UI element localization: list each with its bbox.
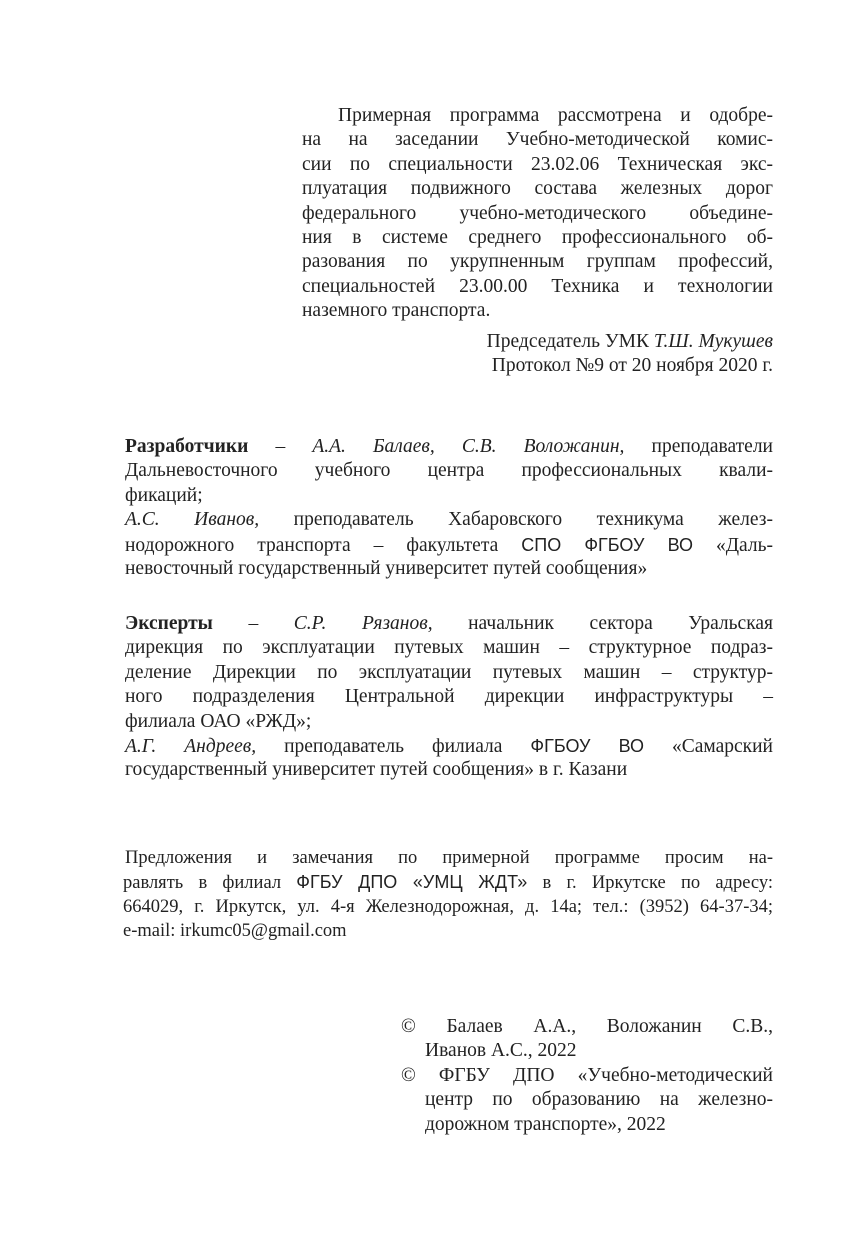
text-line — [125, 685, 773, 709]
person-name: С.Р. Рязанов, — [293, 613, 433, 634]
text-segment: ФГБУ ДПО «УМЦ ЖДТ» — [296, 872, 528, 893]
text-line — [401, 1113, 773, 1137]
text-line — [401, 1064, 773, 1088]
text-line — [125, 710, 773, 734]
text-segment: разования по укрупненным группам профессий, — [302, 251, 773, 273]
text-segment: ного подразделения Центральной дирекции инфраструктуры – — [125, 686, 773, 708]
text-line — [125, 636, 773, 660]
text-segment: преподаватель филиала — [256, 735, 531, 757]
text-segment: Дальневосточного учебного центра профессиональных квали- — [125, 460, 773, 482]
text-line — [125, 557, 773, 581]
text-segment: невосточный государственный университет путей сообщения» — [125, 557, 648, 579]
text-line — [302, 202, 773, 226]
text-line — [125, 435, 773, 459]
text-segment: – — [248, 436, 313, 457]
text-line — [302, 354, 773, 378]
text-segment: © Балаев А.А., Воложанин С.В., — [401, 1016, 773, 1037]
text-line — [401, 1015, 773, 1039]
section-heading: Эксперты — [125, 613, 213, 634]
text-line — [123, 870, 773, 894]
experts-section — [125, 612, 773, 783]
copyright-notice — [401, 1015, 773, 1137]
text-segment: Иванов А.С., 2022 — [425, 1040, 577, 1062]
text-segment: ния в системе среднего профессионального об- — [302, 226, 773, 248]
text-segment: e-mail: irkumc05@gmail.com — [123, 921, 347, 942]
text-line — [302, 153, 773, 177]
text-segment: Протокол №9 от 20 ноября 2020 г. — [491, 355, 773, 377]
developers-section — [125, 435, 773, 581]
text-line — [125, 612, 773, 636]
text-line — [401, 1039, 773, 1063]
text-line — [125, 734, 773, 758]
text-segment: Предложения и замечания по примерной программе просим на- — [125, 848, 773, 868]
text-segment: сии по специальности 23.02.06 Техническая экс- — [302, 153, 773, 175]
section-heading: Разработчики — [125, 436, 249, 457]
text-line — [125, 661, 773, 685]
text-line — [123, 919, 773, 943]
text-segment: преподаватели — [624, 436, 773, 457]
text-segment: филиала ОАО «РЖД»; — [125, 710, 312, 732]
text-segment: дорожном транспорте», 2022 — [425, 1113, 666, 1135]
text-line — [125, 533, 773, 557]
text-segment: деление Дирекции по эксплуатации путевых машин – структур- — [125, 661, 773, 683]
person-name: А.С. Иванов, — [125, 509, 260, 531]
text-line — [302, 128, 773, 152]
text-line — [125, 758, 773, 782]
text-segment: © ФГБУ ДПО «Учебно-методический — [401, 1064, 773, 1086]
suggestions-contact — [123, 846, 773, 944]
text-segment: специальностей 23.00.00 Техника и технологии — [302, 275, 773, 297]
text-segment: Председатель УМК — [486, 331, 654, 352]
text-segment: федерального учебно-методического объедине- — [302, 202, 773, 224]
text-line — [302, 299, 773, 323]
person-name: А.А. Балаев, С.В. Воложанин, — [312, 436, 625, 457]
text-segment: государственный университет путей сообщения» в г. Казани — [125, 759, 628, 781]
text-line — [302, 177, 773, 201]
text-line — [302, 250, 773, 274]
text-segment: фикаций; — [125, 484, 203, 506]
text-line — [125, 459, 773, 483]
text-segment: плуатация подвижного состава железных дорог — [302, 178, 773, 200]
text-segment: Примерная программа рассмотрена и одобре- — [338, 105, 773, 126]
text-segment: центр по образованию на железно- — [425, 1089, 773, 1111]
person-name: А.Г. Андреев, — [125, 735, 257, 757]
text-line — [123, 895, 773, 919]
text-segment: начальник сектора Уральская — [432, 613, 773, 634]
text-line — [125, 484, 773, 508]
text-line — [401, 1088, 773, 1112]
person-name: Т.Ш. Мукушев — [653, 331, 773, 352]
text-line — [302, 104, 773, 128]
approval-note — [302, 104, 773, 324]
text-segment: наземного транспорта. — [302, 300, 491, 322]
text-segment: на на заседании Учебно-методической комис- — [302, 129, 773, 151]
text-line — [302, 330, 773, 354]
text-line — [302, 275, 773, 299]
text-segment: в г. Иркутске по адресу: — [527, 873, 773, 894]
text-segment: СПО ФГБОУ ВО — [521, 534, 693, 555]
text-line — [302, 226, 773, 250]
text-segment: дирекция по эксплуатации путевых машин – структурное подраз- — [125, 637, 773, 659]
text-segment: равлять в филиал — [123, 873, 297, 894]
text-segment: «Самарский — [644, 735, 773, 757]
text-segment: «Даль- — [692, 534, 773, 556]
text-segment: преподаватель Хабаровского техникума желез- — [259, 509, 773, 531]
text-line — [123, 846, 773, 870]
text-segment: 664029, г. Иркутск, ул. 4-я Железнодорожная, д. 14а; тел.: (3952) 64-37-34; — [123, 896, 773, 917]
text-segment: ФГБОУ ВО — [530, 735, 644, 756]
text-line — [125, 508, 773, 532]
commission-chair-protocol — [302, 330, 773, 379]
text-segment: нодорожного транспорта – факультета — [125, 534, 522, 556]
text-segment: – — [212, 613, 294, 634]
